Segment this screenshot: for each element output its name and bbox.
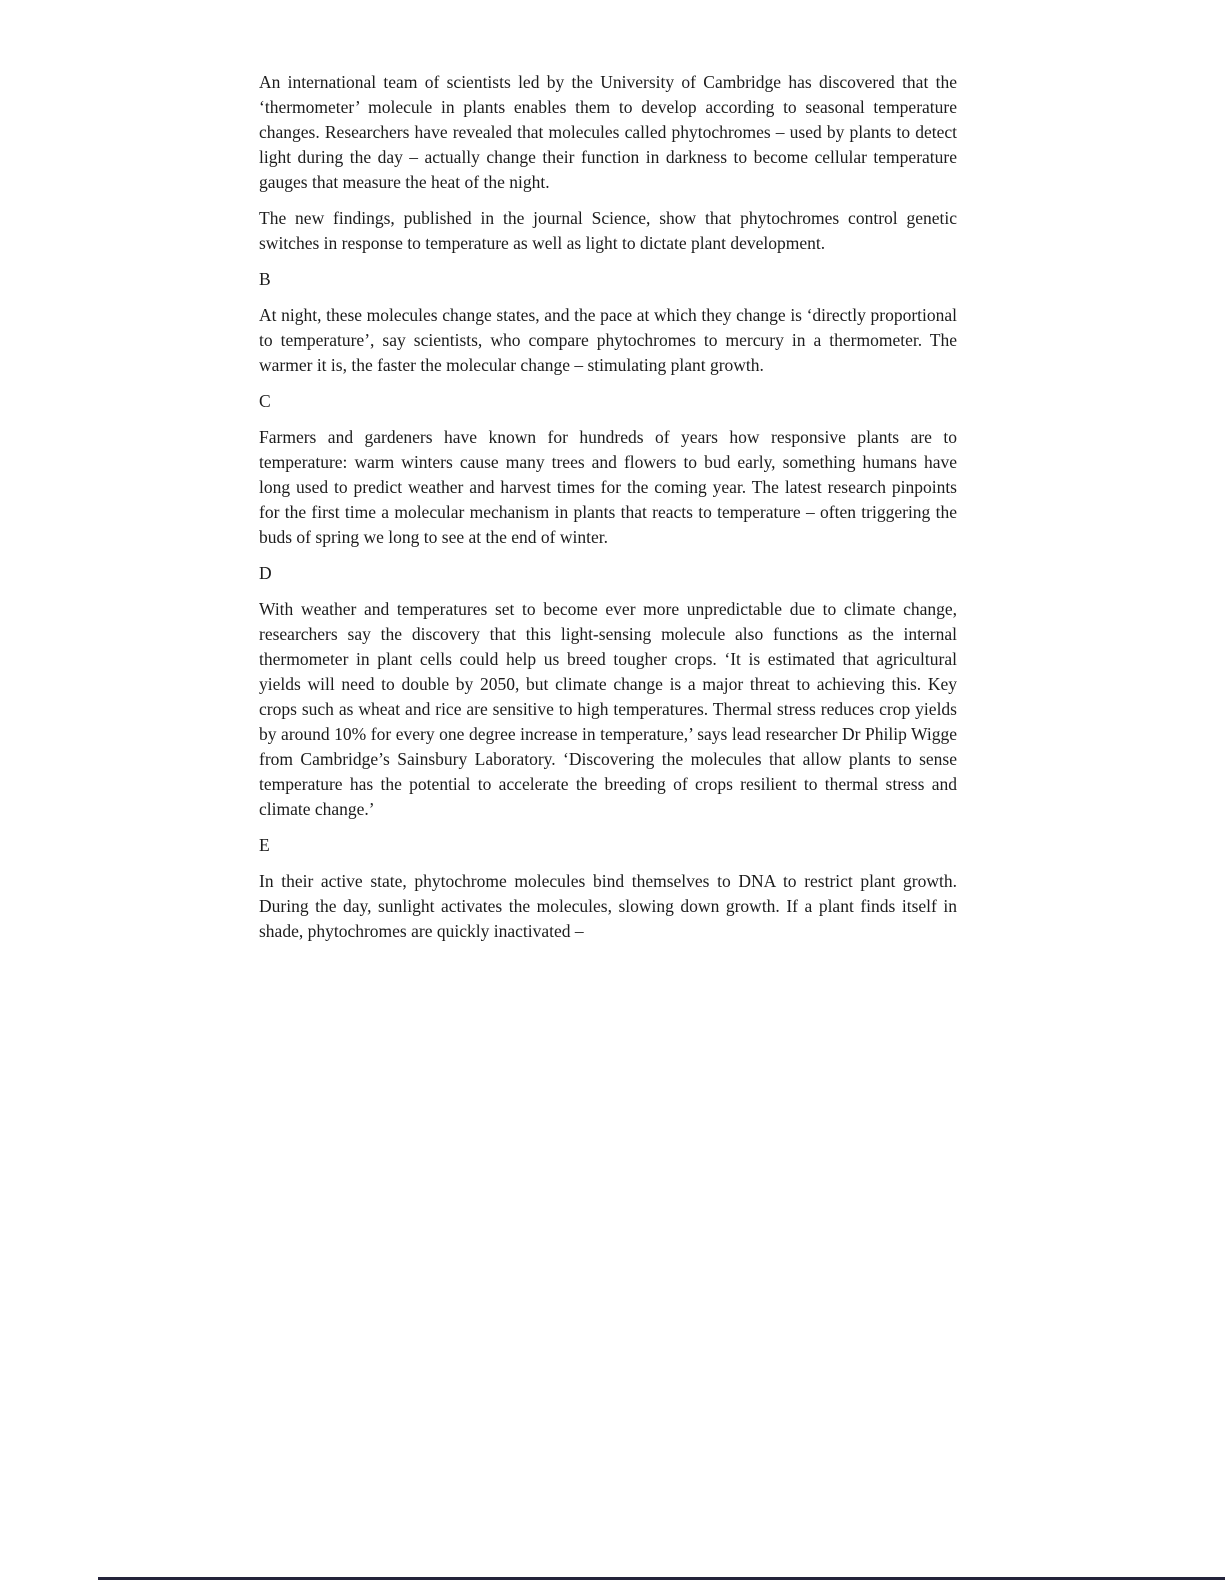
paragraph: Farmers and gardeners have known for hundreds of years how responsive plants are to temperature: warm winters cause many trees and flowers to bud early, something humans have long used to predict weather and harvest times for the coming year. The latest research pinpoints for the first time a molecular mechanism in plants that reacts to temperature – often triggering the buds of spring we long to see at the end of winter. [259,427,957,547]
text-column [259,70,957,955]
paragraph: An international team of scientists led by the University of Cambridge has discovered that the ‘thermometer’ molecule in plants enables them to develop according to seasonal temperature changes. Researchers have revealed that molecules called phytochromes – used by plants to detect light during the day – actually change their function in darkness to become cellular temperature gauges that measure the heat of the night. [259,72,957,192]
paragraph: The new findings, published in the journal Science, show that phytochromes control genetic switches in response to temperature as well as light to dictate plant development. [259,208,957,253]
page-bottom-rule [98,1577,1225,1580]
section-letter-d: D [259,563,272,583]
paragraph: In their active state, phytochrome molecules bind themselves to DNA to restrict plant growth. During the day, sunlight activates the molecules, slowing down growth. If a plant finds itself in shade, phytochromes are quickly inactivated – [259,871,957,941]
section-letter-e: E [259,835,270,855]
section-letter-b: B [259,269,271,289]
paragraph: With weather and temperatures set to become ever more unpredictable due to climate change, researchers say the discovery that this light-sensing molecule also functions as the internal thermometer in plant cells could help us breed tougher crops. ‘It is estimated that agricultural yields will need to double by 2050, but climate change is a major threat to achieving this. Key crops such as wheat and rice are sensitive to high temperatures. Thermal stress reduces crop yields by around 10% for every one degree increase in temperature,’ says lead researcher Dr Philip Wigge from Cambridge’s Sainsbury Laboratory. ‘Discovering the molecules that allow plants to sense temperature has the potential to accelerate the breeding of crops resilient to thermal stress and climate change.’ [259,599,957,819]
paragraph: At night, these molecules change states, and the pace at which they change is ‘directly proportional to temperature’, say scientists, who compare phytochromes to mercury in a thermometer. The warmer it is, the faster the molecular change – stimulating plant growth. [259,305,957,375]
section-letter-c: C [259,391,271,411]
